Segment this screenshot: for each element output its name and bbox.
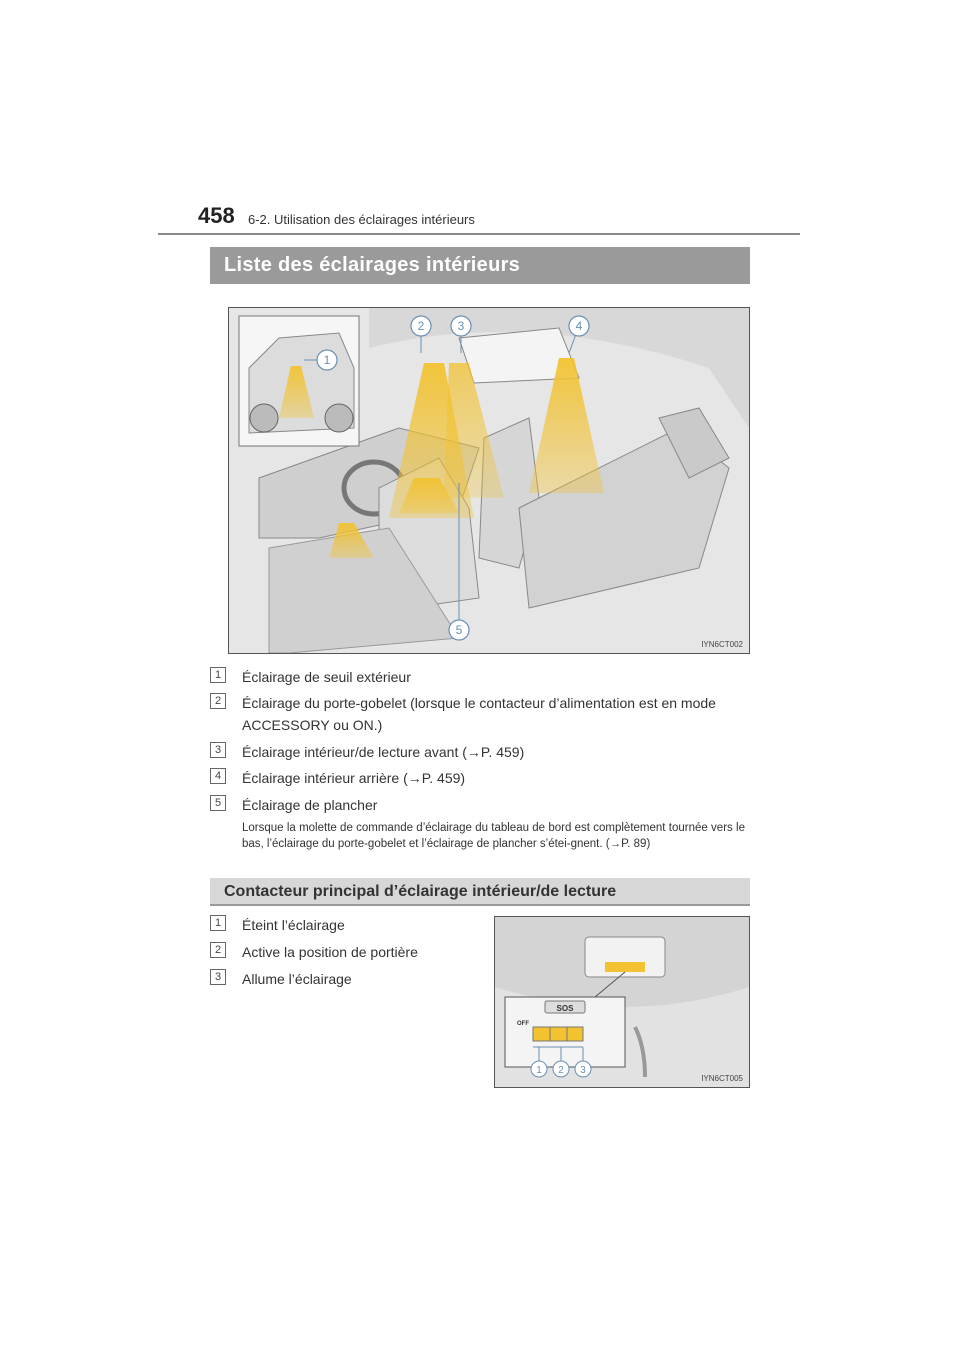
item-number: 1: [210, 915, 226, 931]
item-text: Éclairage de seuil extérieur: [242, 669, 411, 685]
item-number: 2: [210, 693, 226, 709]
interior-lights-illustration: [229, 308, 749, 653]
item-number: 5: [210, 795, 226, 811]
page-number: 458: [198, 203, 235, 228]
off-label: OFF: [517, 1021, 529, 1027]
note-text: Lorsque la molette de commande d’éclairage du tableau de bord est complètement tournée vers le bas, l’éclairage du porte-gobelet et l’éclairage de plancher s’étei-gnent. (→P. 89): [242, 822, 745, 850]
callout-label-1: 1: [323, 353, 331, 367]
item-text: Éclairage de plancher: [242, 797, 378, 813]
switch-callout-2: 2: [558, 1065, 564, 1076]
callout-label-3: 3: [457, 319, 465, 333]
switch-callout-1: 1: [536, 1065, 542, 1076]
item-text: Allume l’éclairage: [242, 971, 352, 987]
item-number: 2: [210, 942, 226, 958]
figure-code: IYN6CT005: [701, 1074, 743, 1083]
callout-label-4: 4: [575, 319, 583, 333]
switch-figure: [494, 916, 750, 1088]
interior-lights-figure: [228, 307, 750, 654]
page-header: [198, 203, 798, 233]
item-text: Éclairage intérieur arrière (→P. 459): [242, 770, 466, 786]
figure-code: IYN6CT002: [701, 640, 743, 649]
item-number: 1: [210, 667, 226, 683]
callout-label-2: 2: [417, 319, 425, 333]
section-title: 6-2. Utilisation des éclairages intérieurs: [248, 212, 475, 227]
section-banner-title: Liste des éclairages intérieurs: [224, 254, 521, 276]
switch-illustration: [495, 917, 749, 1087]
item-text: Éclairage du porte-gobelet (lorsque le contacteur d’alimentation est en mode: [242, 695, 716, 711]
header-rule: [158, 233, 800, 235]
interior-light-switch: [533, 1027, 583, 1041]
item-number: 3: [210, 969, 226, 985]
item-text: Active la position de portière: [242, 944, 418, 960]
list-item: [210, 692, 755, 736]
item-number: 3: [210, 742, 226, 758]
switch-callout-3: 3: [580, 1065, 586, 1076]
item-text: Éclairage intérieur/de lecture avant (→P. 459): [242, 744, 525, 760]
section-banner: [210, 247, 750, 284]
subsection-banner-title: Contacteur principal d’éclairage intérieur/de lecture: [224, 883, 617, 900]
item-text: Éteint l’éclairage: [242, 917, 345, 933]
subsection-banner: [210, 878, 750, 906]
item-number: 4: [210, 768, 226, 784]
item-text-continued: ACCESSORY ou ON.): [242, 717, 383, 733]
callout-label-5: 5: [455, 623, 463, 637]
sos-label: SOS: [556, 1004, 574, 1013]
